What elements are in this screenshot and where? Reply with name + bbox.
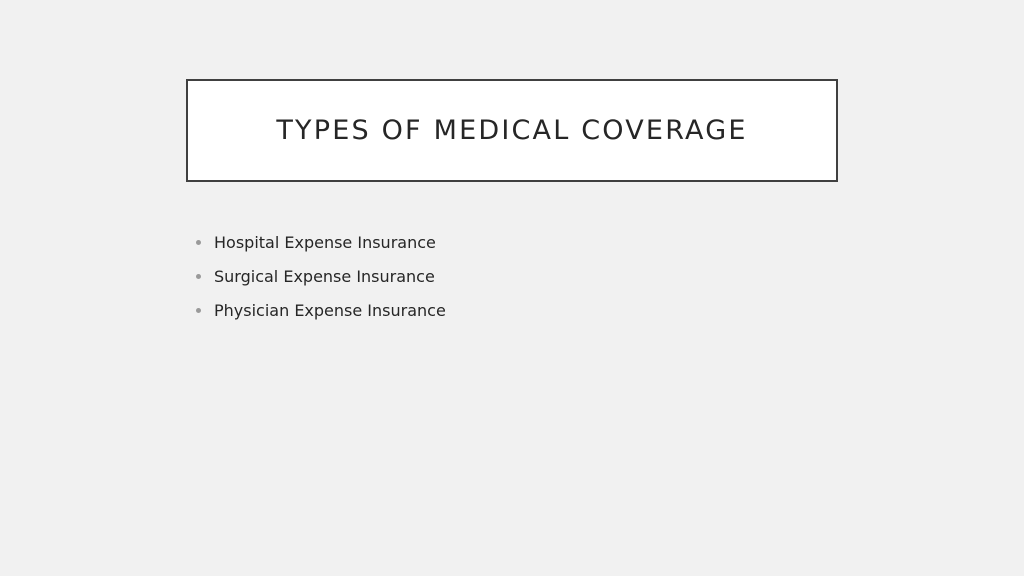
title-box xyxy=(186,79,838,182)
list-item xyxy=(196,225,446,259)
bullet-list xyxy=(196,225,446,327)
list-item xyxy=(196,259,446,293)
bullet-dot-icon xyxy=(196,274,201,279)
bullet-text: Surgical Expense Insurance xyxy=(214,266,435,286)
list-item xyxy=(196,293,446,327)
bullet-dot-icon xyxy=(196,308,201,313)
bullet-dot-icon xyxy=(196,240,201,245)
slide-title: TYPES OF MEDICAL COVERAGE xyxy=(276,115,748,146)
bullet-text: Physician Expense Insurance xyxy=(214,300,446,320)
bullet-text: Hospital Expense Insurance xyxy=(214,232,436,252)
